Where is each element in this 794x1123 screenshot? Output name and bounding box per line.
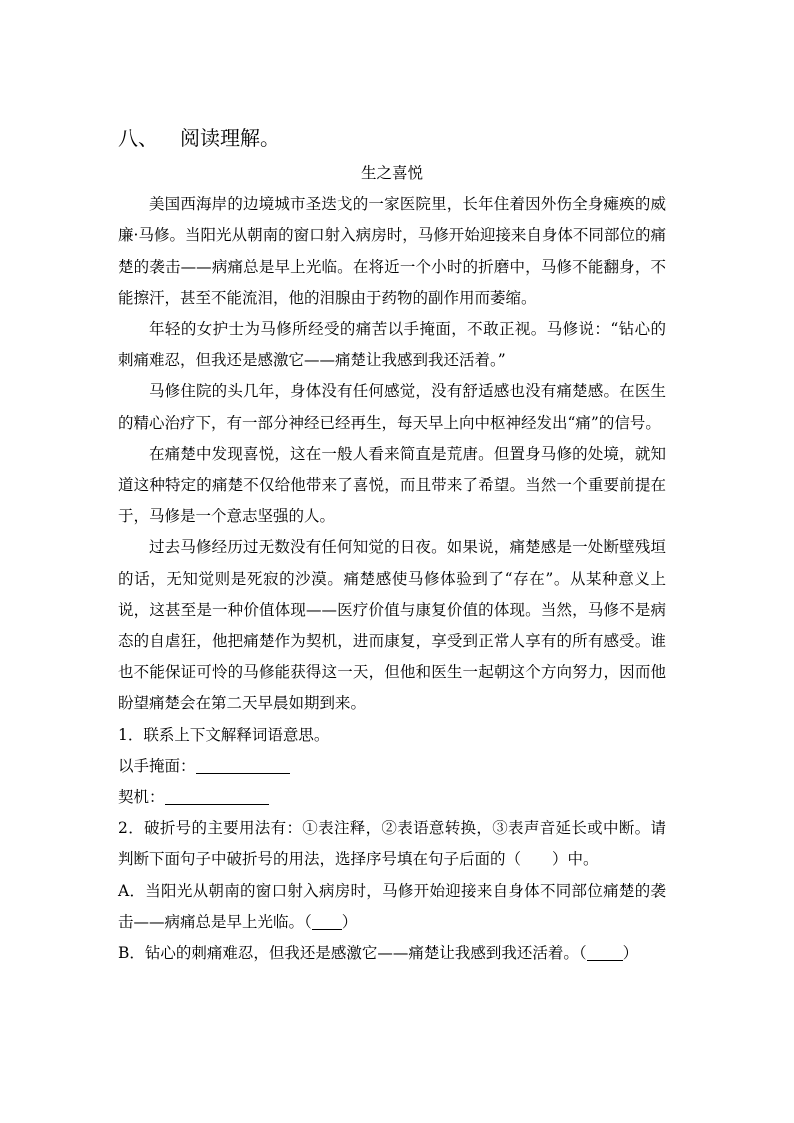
answer-blank-a[interactable] xyxy=(312,911,342,930)
question-1-item-2-label: 契机： xyxy=(118,788,165,807)
option-b-text: B．钻心的刺痛难忍，但我还是感激它——痛楚让我感到我还活着。（ xyxy=(118,944,587,963)
option-a-close: ） xyxy=(341,912,358,931)
article-paragraph-4: 在痛楚中发现喜悦，这在一般人看来简直是荒唐。但置身马修的处境，就知道这种特定的痛楚不仅给他带来了喜悦，而且带来了希望。当然一个重要前提在于，马修是一个意志坚强的人。 xyxy=(118,444,666,526)
section-number: 八、 xyxy=(118,126,158,150)
question-2-option-a xyxy=(118,876,666,938)
answer-blank-1[interactable] xyxy=(196,755,290,774)
question-1-item-1-label: 以手掩面： xyxy=(118,756,196,775)
option-a-text: A．当阳光从朝南的窗口射入病房时，马修开始迎接来自身体不同部位痛楚的袭击——病痛总是早上光临。（ xyxy=(118,881,666,931)
answer-blank-2[interactable] xyxy=(165,786,269,805)
article-paragraph-3: 马修住院的头几年，身体没有任何感觉，没有舒适感也没有痛楚感。在医生的精心治疗下，有一部分神经已经再生，每天早上向中枢神经发出“痛”的信号。 xyxy=(118,382,666,432)
article-paragraph-5: 过去马修经历过无数没有任何知觉的日夜。如果说，痛楚感是一处断壁残垣的话，无知觉则是死寂的沙漠。痛楚感使马修体验到了“存在”。从某种意义上说，这甚至是一种价值体现——医疗价值与康复价值的体现。当然，马修不是病态的自虐狂，他把痛楚作为契机，进而康复，享受到正常人享有的所有感受。谁也不能保证可怜的马修能获得这一天，但他和医生一起朝这个方向努力，因而他盼望痛楚会在第二天早晨如期到来。 xyxy=(118,538,666,713)
article-paragraph-2: 年轻的女护士为马修所经受的痛苦以手掩面，不敢正视。马修说：“钻心的刺痛难忍，但我还是感激它——痛楚让我感到我还活着。” xyxy=(118,320,666,370)
option-b-close: ） xyxy=(622,944,639,963)
question-2-option-b xyxy=(118,938,666,969)
question-2-stem: 2．破折号的主要用法有：①表注释，②表语意转换，③表声音延长或中断。请判断下面句子中破折号的用法，选择序号填在句子后面的（ ）中。 xyxy=(118,819,666,869)
question-1-stem: 1．联系上下文解释词语意思。 xyxy=(118,725,330,744)
article-title: 生之喜悦 xyxy=(360,164,423,182)
question-1-item-2 xyxy=(118,782,666,813)
question-1-item-1 xyxy=(118,751,666,782)
section-title: 阅读理解。 xyxy=(180,126,280,150)
article-paragraph-1: 美国西海岸的边境城市圣迭戈的一家医院里，长年住着因外伤全身瘫痪的威廉·马修。当阳光从朝南的窗口射入病房时，马修开始迎接来自身体不同部位的痛楚的袭击——病痛总是早上光临。在将近一个小时的折磨中，马修不能翻身，不能擦汗，甚至不能流泪，他的泪腺由于药物的副作用而萎缩。 xyxy=(118,195,666,307)
answer-blank-b[interactable] xyxy=(587,942,623,961)
section-heading xyxy=(118,124,280,152)
reading-content xyxy=(118,158,666,969)
